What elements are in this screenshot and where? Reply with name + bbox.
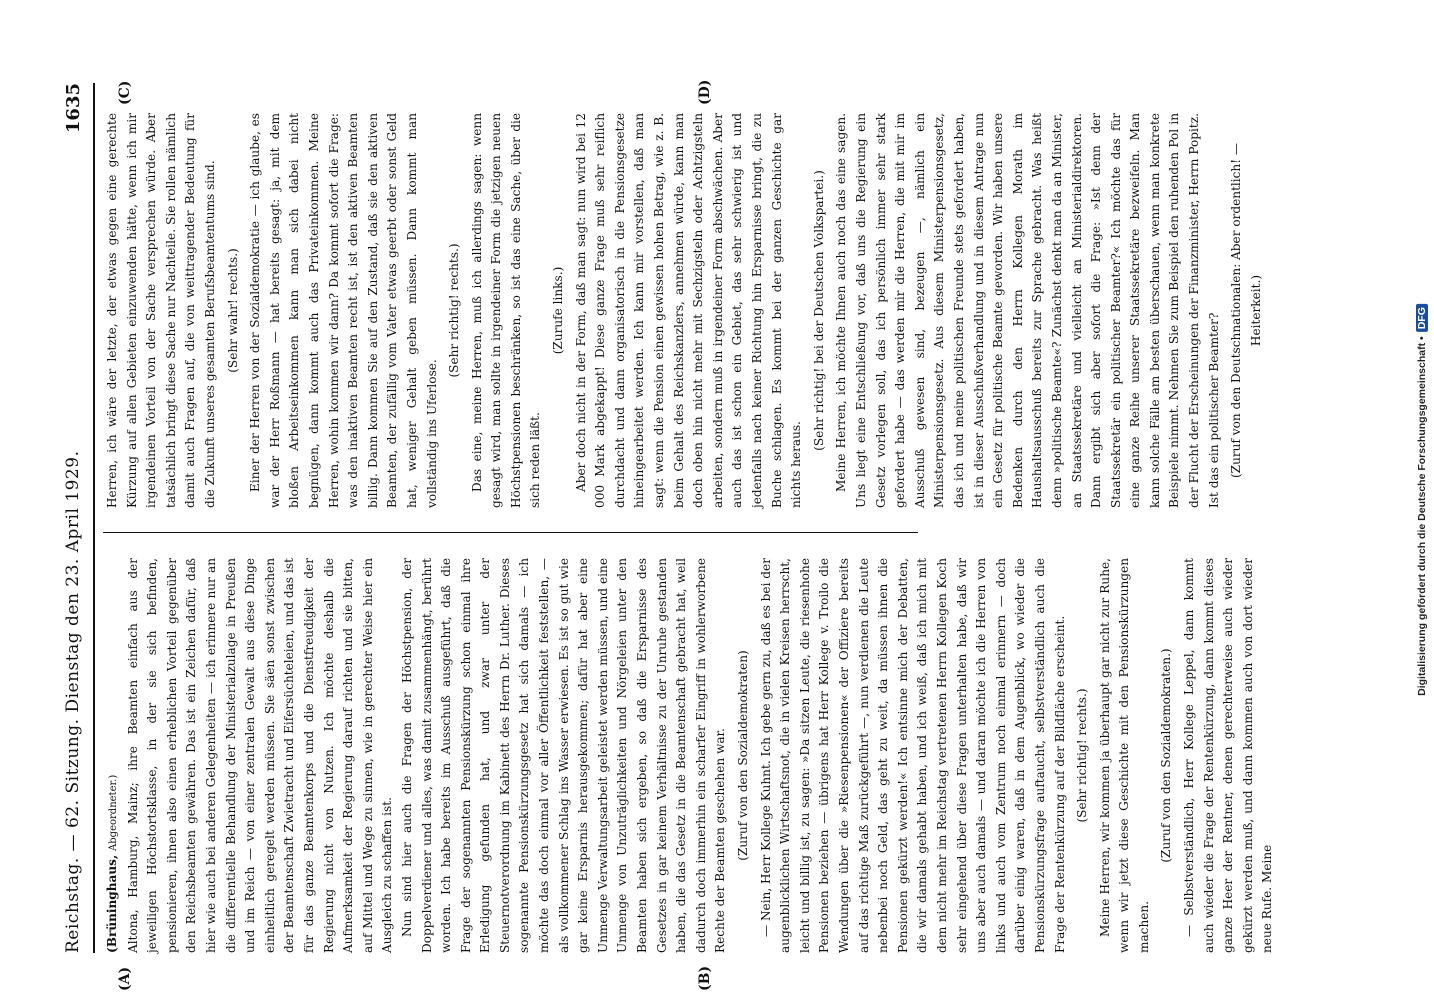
interjection: (Zuruf von den Sozialdemokraten.) [1159,648,1174,863]
paragraph: — Selbstverständlich, Herr Kollege Leppel, dann kommt auch wieder die Frage der Rentenkürzung, dann kommt dieses ganze Heer der Rentner, denen gerechterweise auch wieder gekürzt werden muß, und dann kommen auch von dort wieder neue Rufe. Meine [1182,558,1275,953]
speaker-line [103,558,124,953]
right-column [103,113,1263,508]
rotated-page [57,79,1307,991]
dfg-logo: DFG [1416,304,1428,332]
paragraph: Aber doch nicht in der Form, daß man sagt: nun wird bei 12 000 Mark abgekappt! Diese ganze Frage muß sehr reiflich durchdacht und dann organisatorisch in die Pensionsgesetze hineingearbeitet werden. Ich kann mir vorstellen, daß man sagt: wenn die Pension einen gewissen hohen Betrag, wie z. B. beim Gehalt des Reichskanzlers, annehmen würde, kann man doch oben hin nicht mehr mit Sechzigsteln oder Achtzigsteln arbeiten, sondern muß in irgendeiner Form abschwächen. Aber auch das ist schon ein Gebiet, das sehr schwierig ist und jedenfalls nach keiner Richtung hin Ersparnisse bringt, die zu Buche schlagen. Es kommt bei der ganzen Geschichte gar nichts heraus. [573,113,804,508]
column-divider [103,532,918,533]
paragraph: — Nein, Herr Kollege Kuhnt. Ich gebe gern zu, daß es bei der augenblicklichen Wirtschaftsnot, die in vielen Kreisen herrscht, leicht und billig ist, zu sagen: »Da sitzen Leute, die riesenhohe Pensionen beziehen — übrigens hat Herr Kollege v. Troilo die Wendungen über die »Riesenpensionen« der Offiziere bereits auf das richtige Maß zurückgeführt —, nun verdienen die Leute nebenbei noch Geld, das geht zu weit, da müssen ihnen die Pensionen gekürzt werden!« Ich entsinne mich der Debatten, die wir damals gehabt haben, und ich weiß, daß ich mich mit dem nicht mehr im Reichstag vertretenen Herrn Kollegen Koch sehr eingehend über diese Fragen unterhalten habe, daß wir uns aber auch damals — und daran möchte ich die Herren von links und auch vom Zentrum noch einmal erinnern — doch darüber einig waren, daß in dem Augenblick, wo wieder die Pensionskürzungsfrage auftaucht, selbstverständlich auch die Frage der Rentenkürzung auf der Bildfläche erscheint. [758,558,1067,953]
paragraph: Altona, Hamburg, Mainz; ihre Beamten einfach aus der jeweiligen Höchstortsklasse, in der sie sich befinden, pensionieren, ihnen also einen erheblichen Vorteil gegenüber den Reichsbeamten gewähren. Das ist ein Zeichen dafür, daß hier wie auch bei anderen Gelegenheiten — ich erinnere nur an die differentielle Behandlung der Ministerialzulage in Preußen und im Reich — von einer zentralen Gewalt aus diese Dinge einheitlich geregelt werden müssen. Sie säen sonst zwischen der Beamtenschaft Zwietracht und Eifersüchteleien, und das ist für das ganze Beamtenkorps und die Dienstfreudigkeit der Regierung nicht von Nutzen. Ich möchte deshalb die Aufmerksamkeit der Regierung darauf richten und sie bitten, auf Mittel und Wege zu sinnen, wie in gerechter Weise hier ein Ausgleich zu schaffen ist. [125,558,395,953]
page-header [57,83,97,953]
margin-mark-d: (D) [697,79,713,105]
paragraph: Meine Herren, wir kommen ja überhaupt gar nicht zur Ruhe, wenn wir jetzt diese Geschichte mit den Pensionskürzungen machen. [1097,558,1151,953]
interjection: (Sehr richtig! bei der Deutschen Volkspartei.) [811,170,826,451]
interjection: (Sehr richtig! rechts.) [447,243,462,378]
margin-mark-b: (B) [697,965,713,991]
funding-text: Digitalisierung gefördert durch die Deutsche Forschungsgemeinschaft • [1416,336,1428,696]
funding-note [1416,304,1428,696]
margin-mark-c: (C) [117,80,133,105]
paragraph: Herren, ich wäre der letzte, der etwas gegen eine gerechte Kürzung auf allen Gebieten einzuwenden hätte, wenn ich mir irgendeinen Vorteil von der Sache versprechen würde. Aber tatsächlich bringt diese Sache nur Nachteile. Sie rollen nämlich damit auch Fragen auf, die von weittragender Bedeutung für die Zukunft unseres gesamten Berufsbeamtentums sind. [105,113,217,508]
speaker-role: Abgeordneter.) [108,774,119,851]
interjection: (Zuruf von den Deutschnationalen: Aber ordentlich! — Heiterkeit.) [1229,142,1263,479]
left-column [103,558,1275,953]
page-number: 1635 [63,83,84,134]
interjection: (Zuruf von den Sozialdemokraten) [736,650,750,861]
paragraph: Meine Herren, ich möchte Ihnen auch noch das eine sagen. Uns liegt eine Entschließung vor, daß uns die Regierung ein Gesetz vorlegen soll, das ich persönlich immer sehr stark gefordert habe — das werden mir die Herren, die mit mir im Ausschuß gewesen sind, bezeugen —, nämlich ein Ministerpensionsgesetz. Aus diesem Ministerpensionsgesetz, das ich und meine politischen Freunde stets gefordert haben, ist in dieser Ausschußverhandlung und in diesem Antrage nun ein Gesetz für politische Beamte geworden. Wir haben unsere Bedenken durch den Herrn Kollegen Morath im Haushaltsausschuß bereits zur Sprache gebracht. Was heißt denn »politische Beamte«? Zunächst denkt man da an Minister, an Staatssekretäre und vielleicht an Ministerialdirektoren. Dann ergibt sich aber sofort die Frage: »Ist denn der Staatssekretär ein politischer Beamter?« Ich möchte das für eine ganze Reihe unserer Staatssekretäre bezweifeln. Man kann solche Fälle am besten überschauen, wenn man konkrete Beispiele nimmt. Nehmen Sie zum Beispiel den ruhenden Pol in der Flucht der Erscheinungen der Finanzminister, Herrn Popitz. Ist das ein politischer Beamter? [834,113,1221,508]
header-title: Reichstag. — 62. Sitzung. Dienstag den 23. April 1929. [63,450,83,953]
speaker-name: (Brüninghaus, [105,854,119,953]
interjection: (Zurufe links.) [551,266,566,355]
paragraph: Nun sind hier auch die Fragen der Höchstpension, der Doppelverdiener und alles, was damit zusammenhängt, berührt worden. Ich habe bereits im Ausschuß ausgeführt, daß die Frage der sogenannten Pensionskürzung schon einmal ihre Erledigung gefunden hat, und zwar unter der Steuernotverordnung im Kabinett des Herrn Dr. Luther. Dieses sogenannte Pensionskürzungsgesetz hat sich damals — ich möchte das doch einmal vor aller Öffentlichkeit feststellen, — als vollkommener Schlag ins Wasser erwiesen. Es ist so gut wie gar keine Ersparnis herausgekommen; dafür hat aber eine Unmenge Verwaltungsarbeit geleistet werden müssen, und eine Unmenge von Unzuträglichkeiten und Nörgeleien unter den Beamten haben sich ergeben, so daß die Ersparnisse des Gesetzes in gar keinem Verhältnisse zu der Unruhe gestanden haben, die das Gesetz in die Beamtenschaft gebracht hat, weil dadurch doch immerhin ein scharfer Eingriff in wohlerworbene Rechte der Beamten geschehen war. [399,558,728,953]
interjection: (Sehr richtig! rechts.) [1075,688,1090,823]
paragraph: Einer der Herren von der Sozialdemokratie — ich glaube, es war der Herr Roßmann — hat bereits gesagt: ja, mit dem bloßen Arbeitseinkommen kann man sich dabei nicht begnügen, dann kommt auch das Privateinkommen. Meine Herren, wohin kommen wir dann? Da kommt sofort die Frage: was den inaktiven Beamten recht ist, ist den aktiven Beamten billig. Dann kommen Sie auf den Zustand, daß sie den aktiven Beamten, der zufällig vom Vater etwas geerbt oder sonst Geld hat, weniger Gehalt geben müssen. Dann kommt man vollständig ins Uferlose. [248,113,439,508]
interjection: (Sehr wahr! rechts.) [225,248,240,373]
header-rule [93,83,95,953]
margin-mark-a: (A) [117,966,133,991]
paragraph: Das eine, meine Herren, muß ich allerdings sagen: wenn gesagt wird, man sollte in irgendeiner Form die jetzigen neuen Höchstpensionen beschränken, so ist das eine Sache, über die sich reden läßt. [469,113,543,508]
